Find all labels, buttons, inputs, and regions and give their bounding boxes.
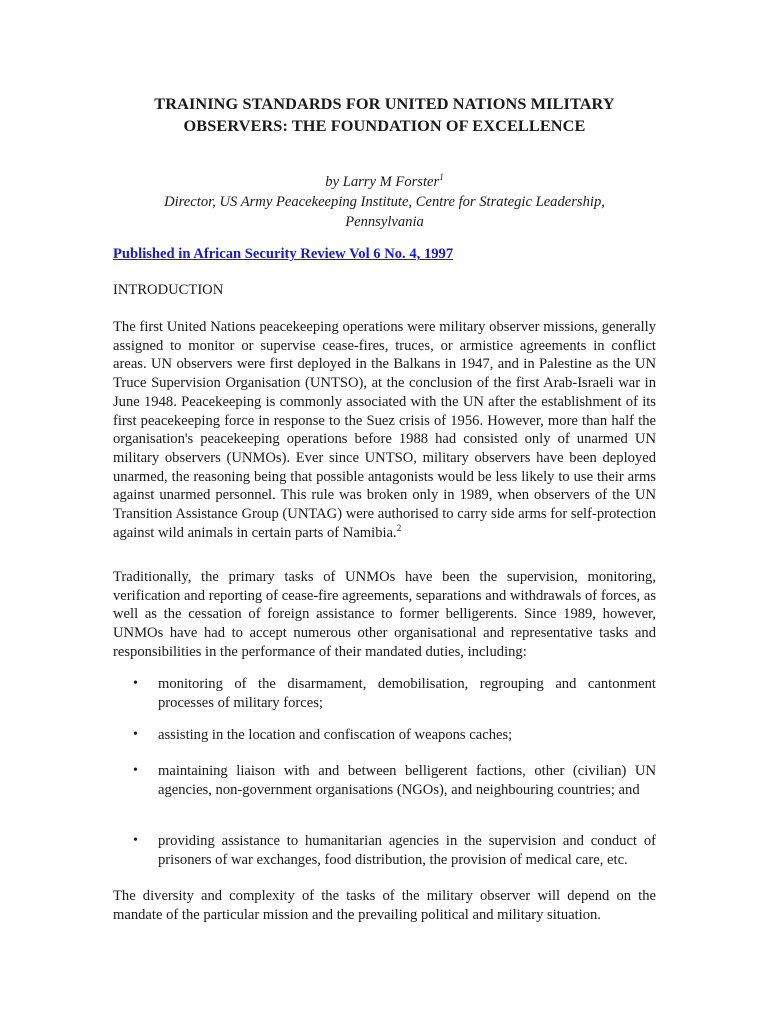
title-line-2: OBSERVERS: THE FOUNDATION OF EXCELLENCE: [183, 116, 586, 135]
paragraph-1: [113, 318, 656, 542]
author-footnote-ref[interactable]: 1: [439, 172, 444, 182]
bullet-text: maintaining liaison with and between belligerent factions, other (civilian) UN agencies, non-government organisations (NGOs), and neighbouring countries; and: [158, 763, 656, 798]
bullet-text: assisting in the location and confiscation of weapons caches;: [158, 727, 513, 743]
bullet-icon: •: [133, 727, 138, 742]
paragraph-1-text: The first United Nations peacekeeping operations were military observer missions, generally assigned to monitor or supervise cease-fires, truces, or armistice agreements in conflict areas. UN observers were first deployed in the Balkans in 1947, and in Palestine as the UN Truce Supervision Organisation (UNTSO), at the conclusion of the first Arab-Israeli war in June 1948. Peacekeeping is commonly associated with the UN after the establishment of its first peacekeeping force in response to the Suez crisis of 1956. However, more than half the organisation's peacekeeping operations before 1988 had consisted only of unarmed UN military observers (UNMOs). Ever since UNTSO, military observers have been deployed unarmed, the reasoning being that possible antagonists would be less likely to use their arms against unarmed personnel. This rule was broken only in 1989, when observers of the UN Transition Assistance Group (UNTAG) were authorised to carry side arms for self-protection against wild animals in certain parts of Namibia.: [113, 319, 656, 541]
bullet-icon: •: [133, 833, 138, 848]
document-title: [113, 93, 656, 137]
publication-link[interactable]: Published in African Security Review Vol 6 No. 4, 1997: [113, 246, 454, 262]
bullet-text: providing assistance to humanitarian agencies in the supervision and conduct of prisoners of war exchanges, food distribution, the provision of medical care, etc.: [158, 833, 656, 868]
title-line-1: TRAINING STANDARDS FOR UNITED NATIONS MILITARY: [154, 94, 615, 113]
section-heading-introduction: INTRODUCTION: [113, 282, 224, 298]
author-affiliation-line-2: Pennsylvania: [345, 214, 424, 230]
bullet-icon: •: [133, 676, 138, 691]
byline: [93, 172, 676, 232]
footnote-ref-2[interactable]: 2: [396, 522, 402, 533]
bullet-text: monitoring of the disarmament, demobilisation, regrouping and cantonment processes of military forces;: [158, 676, 656, 711]
bullet-icon: •: [133, 763, 138, 778]
paragraph-3: The diversity and complexity of the tasks of the military observer will depend on the mandate of the particular mission and the prevailing political and military situation.: [113, 888, 656, 923]
paragraph-2: Traditionally, the primary tasks of UNMOs have been the supervision, monitoring, verification and reporting of cease-fire agreements, separations and withdrawals of forces, as well as the cessation of foreign assistance to former belligerents. Since 1989, however, UNMOs have had to accept numerous other organisational and representative tasks and responsibilities in the performance of their mandated duties, including:: [113, 569, 656, 660]
author-affiliation-line-1: Director, US Army Peacekeeping Institute, Centre for Strategic Leadership,: [164, 194, 605, 210]
author-name: by Larry M Forster: [325, 174, 440, 190]
